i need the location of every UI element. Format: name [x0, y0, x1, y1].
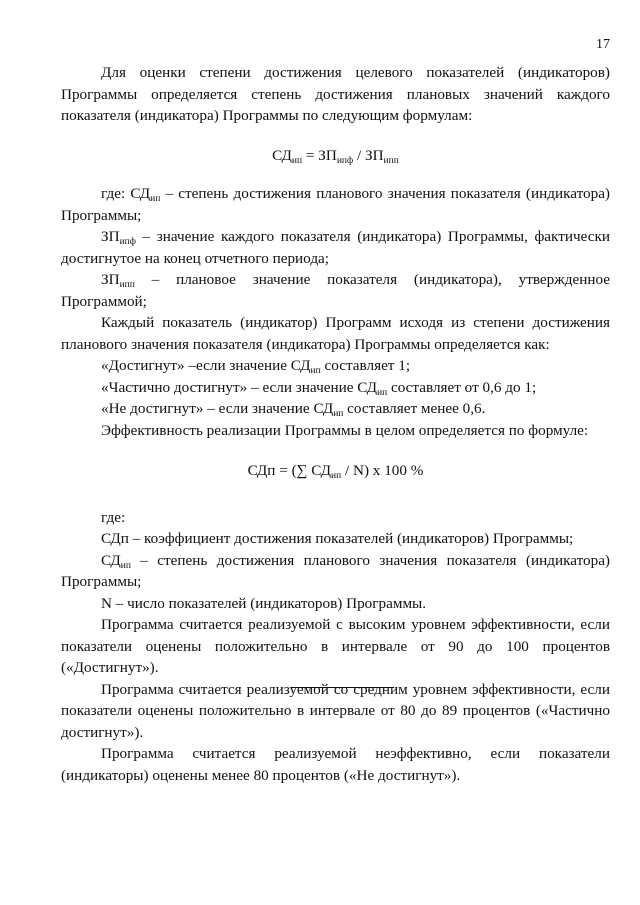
formula2-sub: ип	[331, 471, 342, 481]
definition-sd2-text: – степень достижения планового значения показателя (индикатора) Программы;	[61, 551, 610, 590]
status-partial-sub: ип	[376, 387, 388, 398]
status-achieved-post: составляет 1;	[320, 357, 411, 374]
formula1-rhs-sub: ипп	[383, 155, 399, 166]
definition-zpp-text: – плановое значение показателя (индикатора), утвержденное Программой;	[61, 271, 610, 310]
where-label: где:	[101, 508, 126, 526]
definition-sd2-pre: СД	[101, 551, 121, 569]
status-not-achieved-pre: «Не достигнут» – если значение СД	[101, 400, 334, 417]
formula2-pre: СДп = (∑ СД	[247, 462, 331, 479]
definition-sd-pre: где: СД	[101, 185, 151, 202]
definition-zp-actual	[61, 226, 610, 269]
definition-sdp: СДп – коэффициент достижения показателей (индикаторов) Программы;	[101, 530, 574, 547]
definition-zpp-sub: ипп	[119, 280, 135, 290]
section-divider	[291, 687, 394, 688]
definition-zpf-pre: ЗП	[101, 228, 120, 245]
conclusion-low: Программа считается реализуемой неэффективно, если показатели (индикаторы) оценены менее 80 процентов («Не достигнут»).	[61, 745, 610, 784]
formula-degree-of-achievement	[61, 145, 610, 167]
definition-sd-2	[61, 550, 610, 593]
formula1-lhs-sub: ип	[291, 155, 303, 166]
status-partial-post: составляет от 0,6 до 1;	[387, 378, 537, 396]
status-partial-pre: «Частично достигнут» – если значение СД	[101, 378, 377, 396]
definition-zpp-pre: ЗП	[101, 271, 120, 288]
efficiency-intro: Эффективность реализации Программы в целом определяется по формуле:	[101, 421, 589, 439]
conclusion-medium: Программа считается реализуемой со средним уровнем эффективности, если показатели оценены положительно в интервале от 80 до 89 процентов («Частично достигнут»).	[61, 680, 610, 741]
each-indicator-paragraph: Каждый показатель (индикатор) Программ исходя из степени достижения планового значения показателя (индикатора) Программы определяется как:	[61, 314, 610, 353]
definition-zp-planned	[61, 269, 610, 312]
status-achieved-pre: «Достигнут» –если значение СД	[101, 357, 311, 374]
page-number: 17	[596, 37, 610, 52]
status-partial	[61, 377, 610, 399]
document-body	[61, 62, 610, 786]
status-achieved-sub: ип	[310, 366, 321, 376]
definition-zpf-sub: ипф	[119, 237, 136, 247]
formula1-lhs: СД	[272, 146, 292, 164]
status-not-achieved-post: составляет менее 0,6.	[343, 400, 486, 417]
formula2-post: / N) х 100 %	[341, 462, 424, 479]
formula1-mid-sub: ипф	[336, 155, 354, 166]
conclusion-high: Программа считается реализуемой с высоким уровнем эффективности, если показатели оценены положительно в интервале от 90 до 100 процентов («Достигнут»).	[61, 616, 610, 676]
definition-sd2-sub: ип	[120, 560, 131, 571]
definition-sd-text: – степень достижения планового значения показателя (индикатора) Программы;	[61, 185, 610, 224]
formula1-rhs: / ЗП	[353, 146, 384, 164]
status-not-achieved	[61, 398, 610, 420]
definition-n: N – число показателей (индикаторов) Программы.	[101, 594, 427, 612]
definition-zpf-text: – значение каждого показателя (индикатора) Программы, фактически достигнутое на конец отчетного периода;	[61, 228, 610, 267]
definition-sd	[61, 183, 610, 226]
formula1-mid: = ЗП	[302, 146, 337, 164]
definition-sd-sub: ип	[150, 194, 161, 204]
status-achieved	[61, 355, 610, 377]
intro-paragraph: Для оценки степени достижения целевого показателей (индикаторов) Программы определяется степень достижения плановых значений каждого показателя (индикатора) Программы по следующим формулам:	[61, 64, 610, 124]
status-not-achieved-sub: ип	[333, 409, 344, 419]
formula-program-efficiency	[61, 460, 610, 482]
